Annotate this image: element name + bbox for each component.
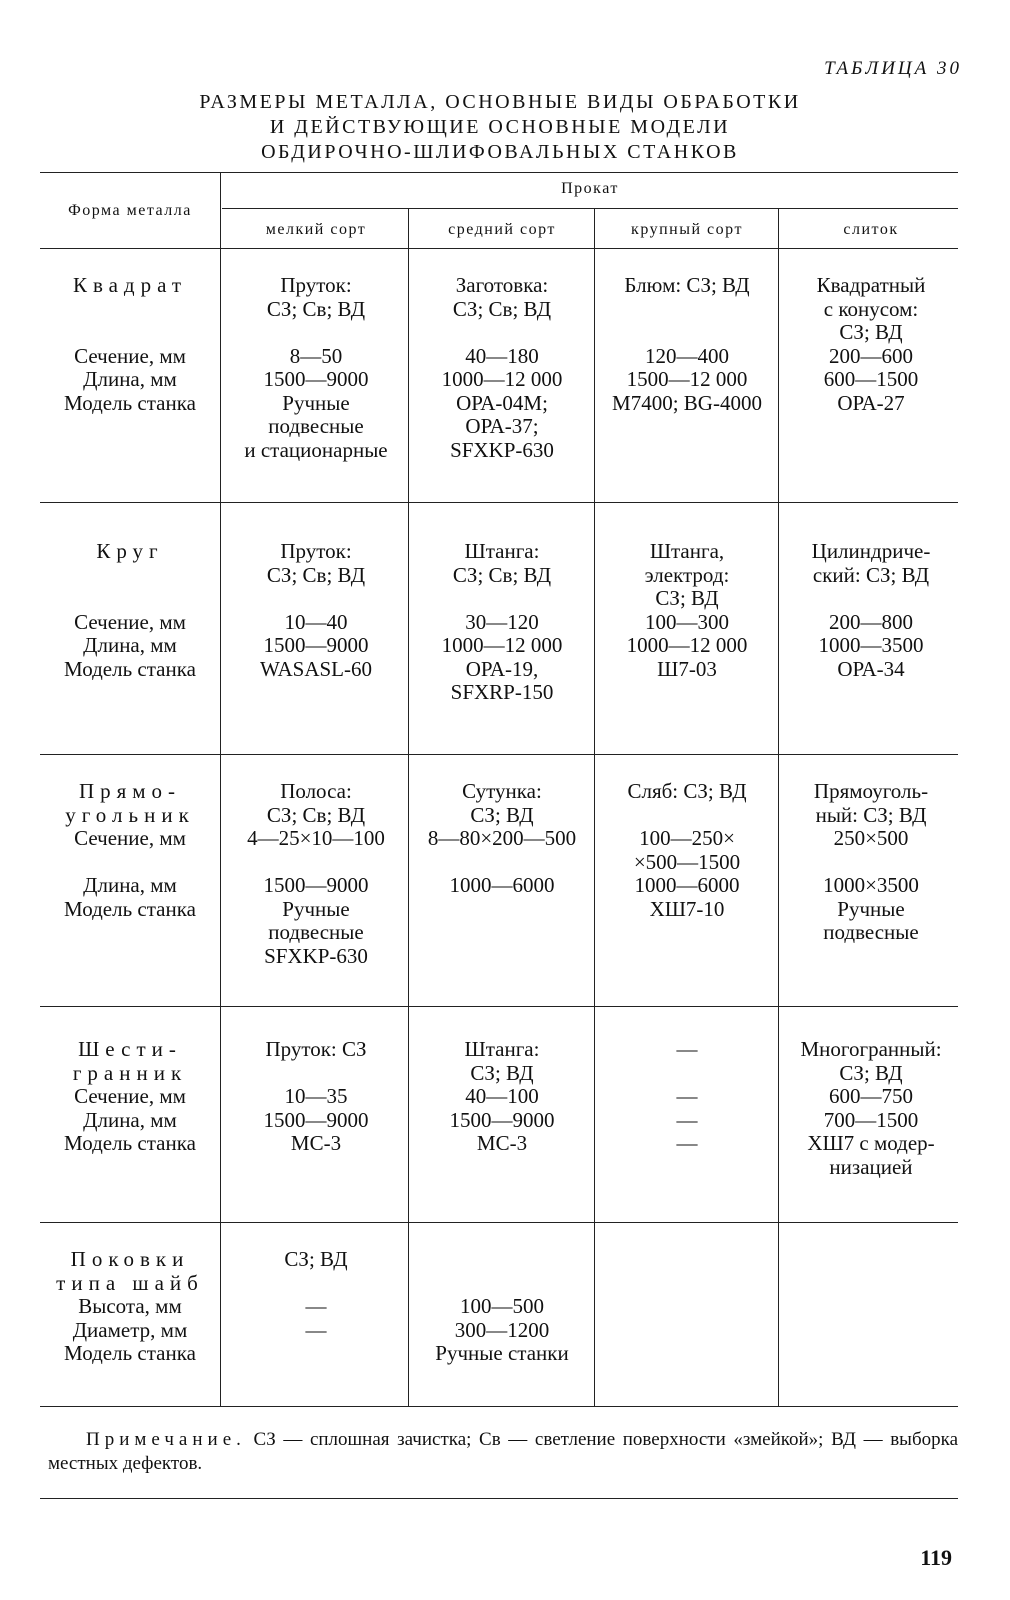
header-column: средний сорт — [448, 221, 556, 238]
header-shape: Форма металла — [68, 202, 192, 219]
header-bottom-rule — [40, 248, 958, 249]
table-cell: Пруток: СЗ 10—35 1500—9000 МС-3 — [263, 1037, 369, 1155]
row-separator — [40, 502, 958, 503]
note-label: Примечание. — [86, 1429, 246, 1450]
row-separator — [40, 1006, 958, 1007]
table-note — [48, 1428, 958, 1476]
row-labels: Сечение, мм Длина, мм Модель станка — [64, 343, 196, 415]
column-divider — [220, 172, 221, 1406]
header-column: мелкий сорт — [265, 221, 367, 238]
table-bottom-rule — [40, 1406, 958, 1407]
table-cell: 100—500 300—1200 Ручные станки — [435, 1294, 569, 1365]
header-column: слиток — [843, 221, 899, 238]
row-shape: Квадрат — [72, 273, 188, 297]
table-cell: Штанга, электрод: СЗ; ВД 100—300 1000—12 000 Ш7-03 — [626, 539, 748, 681]
note-text: СЗ — сплошная зачистка; Св — светление поверхности «змейкой»; ВД — выборка местных дефектов. — [48, 1429, 958, 1474]
column-divider — [408, 208, 409, 1406]
column-divider — [778, 208, 779, 1406]
title-line: РАЗМЕРЫ МЕТАЛЛА, ОСНОВНЫЕ ВИДЫ ОБРАБОТКИ — [199, 91, 801, 113]
table-cell: Штанга: СЗ; ВД 40—100 1500—9000 МС-3 — [449, 1037, 555, 1155]
table-cell: Полоса: СЗ; Св; ВД 4—25×10—100 1500—9000 Ручные подвесные SFXKP-630 — [247, 779, 385, 968]
table-cell: Блюм: СЗ; ВД 120—400 1500—12 000 М7400; BG-4000 — [612, 273, 762, 415]
title-line: ОБДИРОЧНО-ШЛИФОВАЛЬНЫХ СТАНКОВ — [261, 141, 739, 163]
row-shape: Круг — [96, 539, 164, 563]
table-cell: Прямоуголь- ный: СЗ; ВД 250×500 1000×3500 Ручные подвесные — [813, 779, 929, 944]
table-cell: СЗ; ВД — — — [284, 1247, 348, 1342]
table-title — [80, 90, 920, 165]
row-labels: Высота, мм Диаметр, мм Модель станка — [64, 1294, 196, 1365]
table-label: ТАБЛИЦА 30 — [824, 58, 962, 79]
title-line: И ДЕЙСТВУЮЩИЕ ОСНОВНЫЕ МОДЕЛИ — [269, 116, 731, 138]
table-cell: Пруток: СЗ; Св; ВД 10—40 1500—9000 WASASL-60 — [259, 539, 372, 681]
table-cell: — — — — — [676, 1037, 698, 1155]
table-cell: Штанга: СЗ; Св; ВД 30—120 1000—12 000 ОРА-19, SFXRP-150 — [441, 539, 563, 704]
table-cell: Квадратный с конусом: СЗ; ВД 200—600 600—1500 ОРА-27 — [816, 273, 926, 415]
row-labels: Сечение, мм Длина, мм Модель станка — [64, 1084, 196, 1155]
table-cell: Заготовка: СЗ; Св; ВД 40—180 1000—12 000 ОРА-04М; ОРА-37; SFXKP-630 — [441, 273, 563, 462]
column-divider — [594, 208, 595, 1406]
row-separator — [40, 1222, 958, 1223]
row-labels: Сечение, мм Длина, мм Модель станка — [64, 826, 196, 921]
row-separator — [40, 754, 958, 755]
row-labels: Сечение, мм Длина, мм Модель станка — [64, 609, 196, 681]
table-cell: Сляб: СЗ; ВД 100—250× ×500—1500 1000—6000 ХШ7-10 — [627, 779, 747, 921]
table-cell: Многогранный: СЗ; ВД 600—750 700—1500 ХШ7 с модер- низацией — [800, 1037, 942, 1179]
table-cell: Сутунка: СЗ; ВД 8—80×200—500 1000—6000 — [427, 779, 577, 897]
table-top-rule — [40, 172, 958, 173]
row-shape: Прямо- угольник — [65, 779, 195, 827]
row-shape: Поковки типа шайб — [56, 1247, 204, 1295]
page-bottom-rule — [40, 1498, 958, 1499]
header-column: крупный сорт — [631, 221, 743, 238]
group-header-rule — [222, 208, 958, 209]
table-cell: Цилиндриче- ский: СЗ; ВД 200—800 1000—3500 ОРА-34 — [811, 539, 931, 681]
page-number: 119 — [920, 1545, 952, 1570]
row-shape: Шести- гранник — [72, 1037, 188, 1085]
table-cell: Пруток: СЗ; Св; ВД 8—50 1500—9000 Ручные подвесные и стационарные — [244, 273, 388, 462]
header-group: Прокат — [561, 180, 619, 197]
